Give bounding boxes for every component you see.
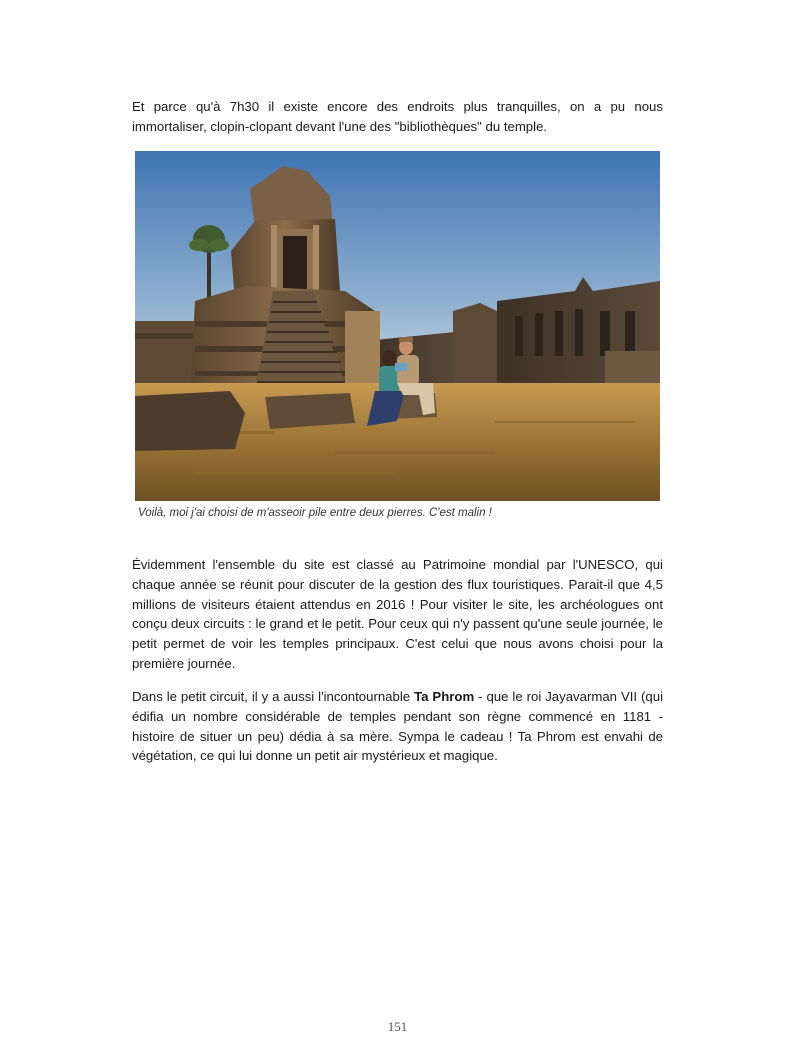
ta-phrom-name: Ta Phrom (414, 689, 475, 704)
unesco-paragraph: Évidemment l'ensemble du site est classé au Patrimoine mondial par l'UNESCO, qui chaque année se réunit pour discuter de la gestion des flux touristiques. Parait-il que 4,5 millions de visiteurs étaient attendus en 2016 ! Pour visiter le site, les archéologues ont conçu deux circuits : le grand et le petit. Pour ceux qui n'y passent qu'une seule journée, le petit permet de voir les temples principaux. C'est celui que nous avons choisi pour la première journée. (132, 557, 663, 671)
photo-caption: Voilà, moi j'ai choisi de m'asseoir pile entre deux pierres. C'est malin ! (138, 507, 492, 519)
intro-paragraph: Et parce qu'à 7h30 il existe encore des endroits plus tranquilles, on a pu nous immortaliser, clopin-clopant devant l'une des "bibliothèques" du temple. (132, 99, 663, 134)
ta-phrom-paragraph (132, 687, 663, 766)
ta-phrom-text-after: - que le roi Jayavarman VII (qui édifia un nombre considérable de temples pendant son règne commencé en 1181 - histoire de situer un peu) dédia à sa mère. Sympa le cadeau ! Ta Phrom est envahi de végétation, ce qui lui donne un petit air mystérieux et magique. (132, 689, 664, 764)
temple-photo (135, 151, 660, 501)
page-number: 151 (387, 1019, 408, 1034)
ta-phrom-text-before: Dans le petit circuit, il y a aussi l'incontournable (132, 689, 415, 704)
